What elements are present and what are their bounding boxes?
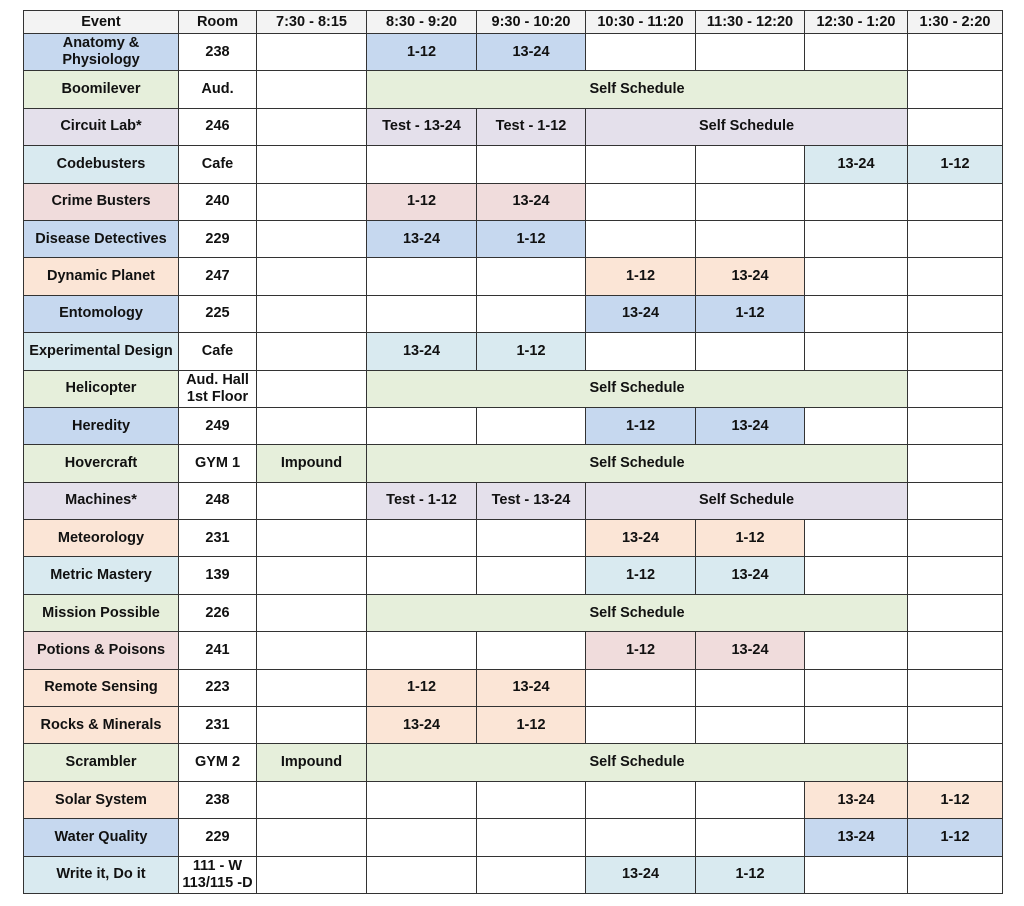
room-cell: GYM 2 bbox=[179, 744, 257, 781]
time-slot-cell: 13-24 bbox=[586, 295, 696, 332]
event-name-cell: Write it, Do it bbox=[24, 856, 179, 893]
room-cell: 223 bbox=[179, 669, 257, 706]
empty-slot-cell bbox=[908, 71, 1003, 108]
empty-slot-cell bbox=[477, 781, 586, 818]
header-slot-4: 10:30 - 11:20 bbox=[586, 11, 696, 34]
event-name-cell: Anatomy & Physiology bbox=[24, 34, 179, 71]
empty-slot-cell bbox=[257, 220, 367, 257]
empty-slot-cell bbox=[257, 295, 367, 332]
empty-slot-cell bbox=[367, 781, 477, 818]
header-slot-3: 9:30 - 10:20 bbox=[477, 11, 586, 34]
event-name-cell: Rocks & Minerals bbox=[24, 707, 179, 744]
time-slot-cell: Self Schedule bbox=[367, 445, 908, 482]
room-cell: 229 bbox=[179, 220, 257, 257]
header-row bbox=[24, 11, 1003, 34]
empty-slot-cell bbox=[696, 146, 805, 183]
room-cell: 249 bbox=[179, 407, 257, 444]
room-cell: GYM 1 bbox=[179, 445, 257, 482]
time-slot-cell: 13-24 bbox=[805, 146, 908, 183]
time-slot-cell: 13-24 bbox=[586, 520, 696, 557]
event-name-cell: Scrambler bbox=[24, 744, 179, 781]
event-name-cell: Boomilever bbox=[24, 71, 179, 108]
time-slot-cell: 13-24 bbox=[367, 220, 477, 257]
time-slot-cell: 1-12 bbox=[908, 146, 1003, 183]
empty-slot-cell bbox=[257, 333, 367, 370]
empty-slot-cell bbox=[477, 258, 586, 295]
empty-slot-cell bbox=[257, 34, 367, 71]
table-row bbox=[24, 594, 1003, 631]
room-cell: 238 bbox=[179, 781, 257, 818]
table-row bbox=[24, 407, 1003, 444]
time-slot-cell: 1-12 bbox=[477, 707, 586, 744]
table-row bbox=[24, 557, 1003, 594]
empty-slot-cell bbox=[908, 183, 1003, 220]
time-slot-cell: Self Schedule bbox=[367, 594, 908, 631]
empty-slot-cell bbox=[257, 557, 367, 594]
time-slot-cell: Test - 13-24 bbox=[477, 482, 586, 519]
empty-slot-cell bbox=[367, 258, 477, 295]
room-cell: 248 bbox=[179, 482, 257, 519]
time-slot-cell: 1-12 bbox=[477, 220, 586, 257]
time-slot-cell: 1-12 bbox=[367, 669, 477, 706]
empty-slot-cell bbox=[586, 781, 696, 818]
table-row bbox=[24, 856, 1003, 893]
event-name-cell: Remote Sensing bbox=[24, 669, 179, 706]
empty-slot-cell bbox=[257, 669, 367, 706]
time-slot-cell: 1-12 bbox=[586, 258, 696, 295]
empty-slot-cell bbox=[908, 856, 1003, 893]
empty-slot-cell bbox=[908, 707, 1003, 744]
room-cell: 139 bbox=[179, 557, 257, 594]
empty-slot-cell bbox=[805, 258, 908, 295]
header-event: Event bbox=[24, 11, 179, 34]
empty-slot-cell bbox=[805, 183, 908, 220]
empty-slot-cell bbox=[257, 632, 367, 669]
table-row bbox=[24, 482, 1003, 519]
empty-slot-cell bbox=[805, 856, 908, 893]
room-cell: 240 bbox=[179, 183, 257, 220]
room-cell: 229 bbox=[179, 819, 257, 856]
event-name-cell: Solar System bbox=[24, 781, 179, 818]
empty-slot-cell bbox=[367, 146, 477, 183]
empty-slot-cell bbox=[477, 557, 586, 594]
event-name-cell: Entomology bbox=[24, 295, 179, 332]
empty-slot-cell bbox=[367, 557, 477, 594]
time-slot-cell: 13-24 bbox=[696, 632, 805, 669]
event-name-cell: Helicopter bbox=[24, 370, 179, 407]
empty-slot-cell bbox=[805, 557, 908, 594]
table-row bbox=[24, 445, 1003, 482]
empty-slot-cell bbox=[586, 819, 696, 856]
empty-slot-cell bbox=[477, 407, 586, 444]
empty-slot-cell bbox=[805, 520, 908, 557]
time-slot-cell: 1-12 bbox=[908, 819, 1003, 856]
empty-slot-cell bbox=[805, 220, 908, 257]
empty-slot-cell bbox=[257, 407, 367, 444]
empty-slot-cell bbox=[908, 632, 1003, 669]
time-slot-cell: 13-24 bbox=[805, 781, 908, 818]
empty-slot-cell bbox=[477, 295, 586, 332]
room-cell: Aud. bbox=[179, 71, 257, 108]
time-slot-cell: 13-24 bbox=[805, 819, 908, 856]
empty-slot-cell bbox=[805, 333, 908, 370]
time-slot-cell: Test - 1-12 bbox=[367, 482, 477, 519]
table-row bbox=[24, 781, 1003, 818]
empty-slot-cell bbox=[367, 632, 477, 669]
room-cell: 241 bbox=[179, 632, 257, 669]
room-cell: 247 bbox=[179, 258, 257, 295]
empty-slot-cell bbox=[477, 819, 586, 856]
room-cell: 226 bbox=[179, 594, 257, 631]
empty-slot-cell bbox=[257, 146, 367, 183]
empty-slot-cell bbox=[908, 594, 1003, 631]
empty-slot-cell bbox=[586, 146, 696, 183]
empty-slot-cell bbox=[367, 520, 477, 557]
table-row bbox=[24, 34, 1003, 71]
empty-slot-cell bbox=[908, 669, 1003, 706]
header-slot-7: 1:30 - 2:20 bbox=[908, 11, 1003, 34]
empty-slot-cell bbox=[696, 34, 805, 71]
time-slot-cell: 13-24 bbox=[696, 407, 805, 444]
time-slot-cell: 13-24 bbox=[696, 557, 805, 594]
time-slot-cell: 1-12 bbox=[477, 333, 586, 370]
empty-slot-cell bbox=[805, 632, 908, 669]
empty-slot-cell bbox=[696, 183, 805, 220]
event-name-cell: Codebusters bbox=[24, 146, 179, 183]
event-name-cell: Heredity bbox=[24, 407, 179, 444]
table-row bbox=[24, 819, 1003, 856]
empty-slot-cell bbox=[805, 407, 908, 444]
time-slot-cell: 13-24 bbox=[367, 707, 477, 744]
empty-slot-cell bbox=[586, 707, 696, 744]
empty-slot-cell bbox=[908, 744, 1003, 781]
event-name-cell: Dynamic Planet bbox=[24, 258, 179, 295]
event-name-cell: Water Quality bbox=[24, 819, 179, 856]
empty-slot-cell bbox=[257, 856, 367, 893]
time-slot-cell: Test - 1-12 bbox=[477, 108, 586, 145]
event-name-cell: Experimental Design bbox=[24, 333, 179, 370]
empty-slot-cell bbox=[696, 819, 805, 856]
empty-slot-cell bbox=[908, 220, 1003, 257]
table-row bbox=[24, 146, 1003, 183]
table-row bbox=[24, 520, 1003, 557]
empty-slot-cell bbox=[257, 594, 367, 631]
event-name-cell: Mission Possible bbox=[24, 594, 179, 631]
table-header bbox=[24, 11, 1003, 34]
empty-slot-cell bbox=[257, 707, 367, 744]
room-cell: 231 bbox=[179, 707, 257, 744]
empty-slot-cell bbox=[696, 707, 805, 744]
room-cell: Cafe bbox=[179, 333, 257, 370]
table-row bbox=[24, 744, 1003, 781]
table-row bbox=[24, 108, 1003, 145]
empty-slot-cell bbox=[477, 856, 586, 893]
empty-slot-cell bbox=[367, 295, 477, 332]
table-row bbox=[24, 258, 1003, 295]
empty-slot-cell bbox=[257, 258, 367, 295]
header-slot-2: 8:30 - 9:20 bbox=[367, 11, 477, 34]
event-name-cell: Crime Busters bbox=[24, 183, 179, 220]
empty-slot-cell bbox=[367, 819, 477, 856]
empty-slot-cell bbox=[257, 71, 367, 108]
time-slot-cell: 13-24 bbox=[367, 333, 477, 370]
table-row bbox=[24, 295, 1003, 332]
empty-slot-cell bbox=[367, 407, 477, 444]
event-name-cell: Potions & Poisons bbox=[24, 632, 179, 669]
time-slot-cell: 13-24 bbox=[696, 258, 805, 295]
empty-slot-cell bbox=[908, 407, 1003, 444]
time-slot-cell: 1-12 bbox=[696, 295, 805, 332]
empty-slot-cell bbox=[908, 370, 1003, 407]
empty-slot-cell bbox=[477, 632, 586, 669]
time-slot-cell: 1-12 bbox=[908, 781, 1003, 818]
time-slot-cell: 1-12 bbox=[367, 183, 477, 220]
empty-slot-cell bbox=[908, 258, 1003, 295]
table-row bbox=[24, 707, 1003, 744]
empty-slot-cell bbox=[805, 669, 908, 706]
table-row bbox=[24, 183, 1003, 220]
time-slot-cell: 13-24 bbox=[586, 856, 696, 893]
empty-slot-cell bbox=[908, 333, 1003, 370]
table-row bbox=[24, 669, 1003, 706]
empty-slot-cell bbox=[908, 445, 1003, 482]
table-row bbox=[24, 370, 1003, 407]
schedule-table bbox=[23, 10, 1003, 894]
time-slot-cell: Impound bbox=[257, 744, 367, 781]
empty-slot-cell bbox=[257, 370, 367, 407]
empty-slot-cell bbox=[908, 482, 1003, 519]
time-slot-cell: Test - 13-24 bbox=[367, 108, 477, 145]
empty-slot-cell bbox=[477, 520, 586, 557]
empty-slot-cell bbox=[696, 669, 805, 706]
empty-slot-cell bbox=[257, 520, 367, 557]
table-row bbox=[24, 71, 1003, 108]
empty-slot-cell bbox=[586, 34, 696, 71]
empty-slot-cell bbox=[805, 707, 908, 744]
empty-slot-cell bbox=[257, 781, 367, 818]
empty-slot-cell bbox=[696, 781, 805, 818]
header-slot-6: 12:30 - 1:20 bbox=[805, 11, 908, 34]
empty-slot-cell bbox=[805, 295, 908, 332]
empty-slot-cell bbox=[908, 34, 1003, 71]
empty-slot-cell bbox=[908, 557, 1003, 594]
room-cell: Aud. Hall 1st Floor bbox=[179, 370, 257, 407]
empty-slot-cell bbox=[586, 220, 696, 257]
room-cell: 231 bbox=[179, 520, 257, 557]
empty-slot-cell bbox=[805, 34, 908, 71]
time-slot-cell: 1-12 bbox=[586, 557, 696, 594]
time-slot-cell: 1-12 bbox=[696, 520, 805, 557]
table-row bbox=[24, 632, 1003, 669]
empty-slot-cell bbox=[908, 108, 1003, 145]
time-slot-cell: Self Schedule bbox=[586, 482, 908, 519]
event-name-cell: Metric Mastery bbox=[24, 557, 179, 594]
room-cell: 238 bbox=[179, 34, 257, 71]
time-slot-cell: Self Schedule bbox=[367, 370, 908, 407]
empty-slot-cell bbox=[586, 333, 696, 370]
time-slot-cell: 1-12 bbox=[367, 34, 477, 71]
room-cell: Cafe bbox=[179, 146, 257, 183]
event-name-cell: Circuit Lab* bbox=[24, 108, 179, 145]
event-name-cell: Disease Detectives bbox=[24, 220, 179, 257]
room-cell: 225 bbox=[179, 295, 257, 332]
empty-slot-cell bbox=[257, 108, 367, 145]
time-slot-cell: 1-12 bbox=[586, 407, 696, 444]
time-slot-cell: 1-12 bbox=[586, 632, 696, 669]
empty-slot-cell bbox=[586, 183, 696, 220]
empty-slot-cell bbox=[696, 333, 805, 370]
time-slot-cell: Self Schedule bbox=[367, 744, 908, 781]
room-cell: 111 - W 113/115 -D bbox=[179, 856, 257, 893]
empty-slot-cell bbox=[477, 146, 586, 183]
time-slot-cell: Self Schedule bbox=[367, 71, 908, 108]
empty-slot-cell bbox=[908, 520, 1003, 557]
room-cell: 246 bbox=[179, 108, 257, 145]
empty-slot-cell bbox=[696, 220, 805, 257]
time-slot-cell: 1-12 bbox=[696, 856, 805, 893]
event-name-cell: Hovercraft bbox=[24, 445, 179, 482]
table-row bbox=[24, 333, 1003, 370]
empty-slot-cell bbox=[257, 819, 367, 856]
header-room: Room bbox=[179, 11, 257, 34]
empty-slot-cell bbox=[586, 669, 696, 706]
empty-slot-cell bbox=[257, 183, 367, 220]
event-name-cell: Meteorology bbox=[24, 520, 179, 557]
time-slot-cell: 13-24 bbox=[477, 34, 586, 71]
time-slot-cell: Impound bbox=[257, 445, 367, 482]
table-body bbox=[24, 34, 1003, 894]
header-slot-5: 11:30 - 12:20 bbox=[696, 11, 805, 34]
empty-slot-cell bbox=[257, 482, 367, 519]
time-slot-cell: 13-24 bbox=[477, 183, 586, 220]
empty-slot-cell bbox=[908, 295, 1003, 332]
time-slot-cell: 13-24 bbox=[477, 669, 586, 706]
header-slot-1: 7:30 - 8:15 bbox=[257, 11, 367, 34]
empty-slot-cell bbox=[367, 856, 477, 893]
time-slot-cell: Self Schedule bbox=[586, 108, 908, 145]
event-name-cell: Machines* bbox=[24, 482, 179, 519]
table-row bbox=[24, 220, 1003, 257]
